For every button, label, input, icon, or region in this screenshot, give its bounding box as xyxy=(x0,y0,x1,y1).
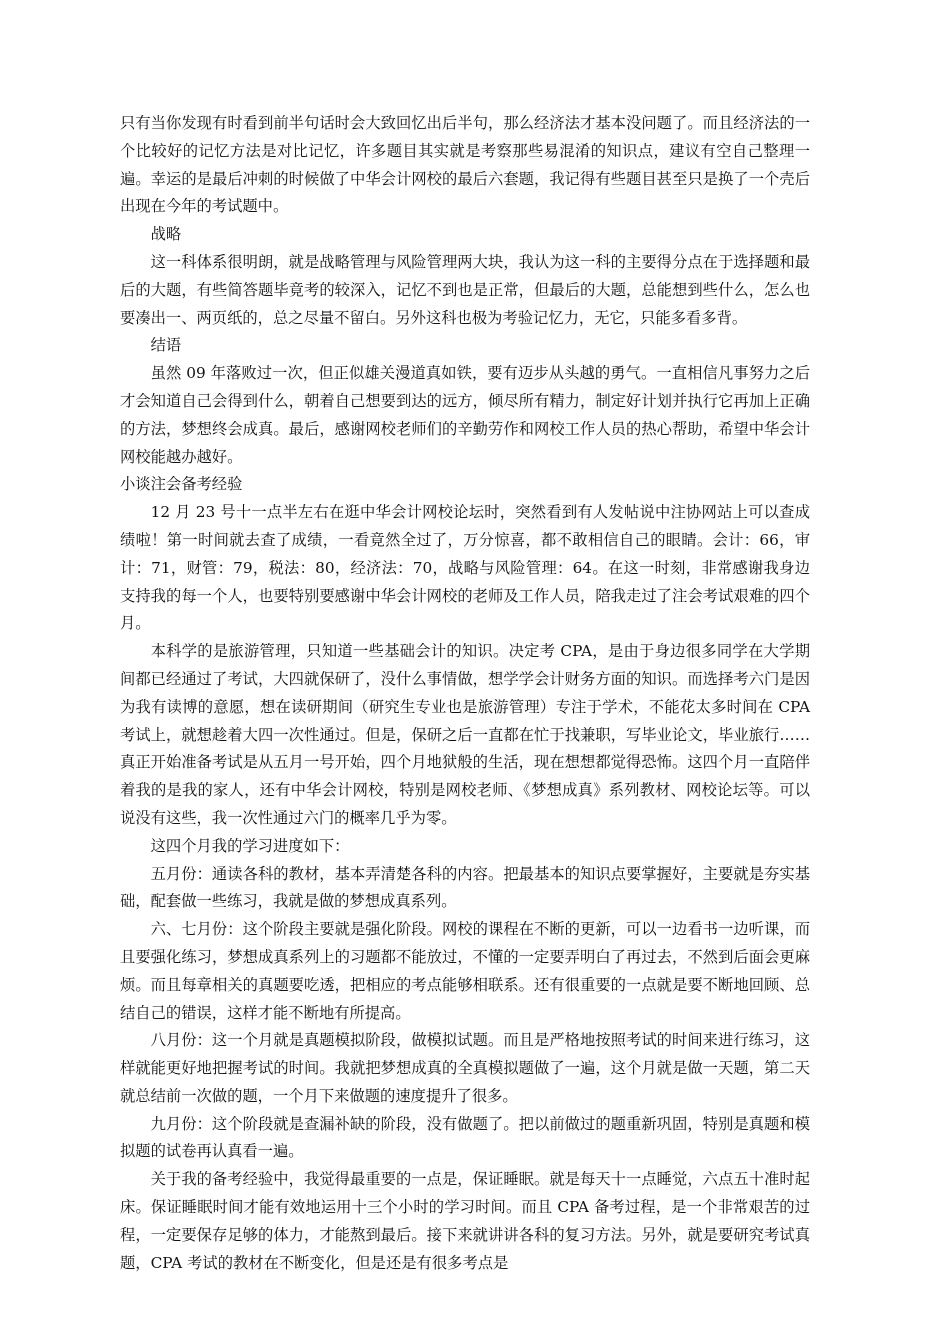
heading-strategy: 战略 xyxy=(150,225,182,244)
paragraph-june-july: 六、七月份：这个阶段主要就是强化阶段。网校的课程在不断的更新，可以一边看书一边听课，而且要强化练习，梦想成真系列上的习题都不能放过，不懂的一定要弄明白了再过去，不然到后面会更麻烦。而且每章相关的真题要吃透，把相应的考点能够相联系。还有很重要的一点就是要不断地回顾、总结自己的错误，这样才能不断地有所提高。 xyxy=(120,920,810,1022)
paragraph-may: 五月份：通读各科的教材，基本弄清楚各科的内容。把最基本的知识点要掌握好，主要就是夯实基础，配套做一些练习，我就是做的梦想成真系列。 xyxy=(120,864,810,911)
paragraph-conclusion: 虽然 09 年落败过一次，但正似雄关漫道真如铁，要有迈步从头越的勇气。一直相信凡事努力之后才会知道自己会得到什么，朝着自己想要到达的远方，倾尽所有精力，制定好计划并执行它再加上正确的方法，梦想终会成真。最后，感谢网校老师们的辛勤劳作和网校工作人员的热心帮助，希望中华会计网校能越办越好。 xyxy=(120,364,810,466)
paragraph-background: 本科学的是旅游管理，只知道一些基础会计的知识。决定考 CPA，是由于身边很多同学在大学期间都已经通过了考试，大四就保研了，没什么事情做，想学学会计财务方面的知识。而选择考六门是因为我有读博的意愿，想在读研期间（研究生专业也是旅游管理）专注于学术，不能花太多时间在 CPA 考试上，就想趁着大四一次性通过。但是，保研之后一直都在忙于找兼职，写毕业论文，毕业旅行……真正开始准备考试是从五月一号开始，四个月地狱般的生活，现在想想都觉得恐怖。这四个月一直陪伴着我的是我的家人，还有中华会计网校，特别是网校老师、《梦想成真》系列教材、网校论坛等。可以说没有这些，我一次性通过六门的概率几乎为零。 xyxy=(120,642,810,827)
paragraph-results: 12 月 23 号十一点半左右在逛中华会计网校论坛时，突然看到有人发帖说中注协网站上可以查成绩啦！第一时间就去查了成绩，一看竟然全过了，万分惊喜，都不敢相信自己的眼睛。会计：66，审计：71，财管：79，税法：80，经济法：70，战略与风险管理：64。在这一时刻，非常感谢我身边支持我的每一个人，也要特别要感谢中华会计网校的老师及工作人员，陪我走过了注会考试艰难的四个月。 xyxy=(120,503,810,633)
paragraph-economic-law-ending: 只有当你发现有时看到前半句话时会大致回忆出后半句，那么经济法才基本没问题了。而且经济法的一个比较好的记忆方法是对比记忆，许多题目其实就是考察那些易混淆的知识点，建议有空自己整理一遍。幸运的是最后冲刺的时候做了中华会计网校的最后六套题，我记得有些题目甚至只是换了一个壳后出现在今年的考试题中。 xyxy=(120,114,810,216)
article-title: 小谈注会备考经验 xyxy=(120,475,243,494)
heading-conclusion: 结语 xyxy=(150,336,182,355)
document-page xyxy=(120,110,810,1277)
paragraph-september: 九月份：这个阶段就是查漏补缺的阶段，没有做题了。把以前做过的题重新巩固，特别是真题和模拟题的试卷再认真看一遍。 xyxy=(120,1114,810,1161)
paragraph-august: 八月份：这一个月就是真题模拟阶段，做模拟试题。而且是严格地按照考试的时间来进行练习，这样就能更好地把握考试的时间。我就把梦想成真的全真模拟题做了一遍，这个月就是做一天题，第二天就总结前一次做的题，一个月下来做题的速度提升了很多。 xyxy=(120,1031,810,1105)
paragraph-strategy: 这一科体系很明朗，就是战略管理与风险管理两大块，我认为这一科的主要得分点在于选择题和最后的大题，有些简答题毕竟考的较深入，记忆不到也是正常，但最后的大题，总能想到些什么，怎么也要凑出一、两页纸的，总之尽量不留白。另外这科也极为考验记忆力，无它，只能多看多背。 xyxy=(120,252,810,327)
paragraph-schedule-intro: 这四个月我的学习进度如下： xyxy=(150,836,350,855)
paragraph-experience: 关于我的备考经验中，我觉得最重要的一点是，保证睡眠。就是每天十一点睡觉，六点五十准时起床。保证睡眠时间才能有效地运用十三个小时的学习时间。而且 CPA 备考过程，是一个非常艰苦的过程，一定要保存足够的体力，才能熬到最后。接下来就讲讲各科的复习方法。另外，就是要研究考试真题，CPA 考试的教材在不断变化，但是还是有很多考点是 xyxy=(120,1170,810,1272)
